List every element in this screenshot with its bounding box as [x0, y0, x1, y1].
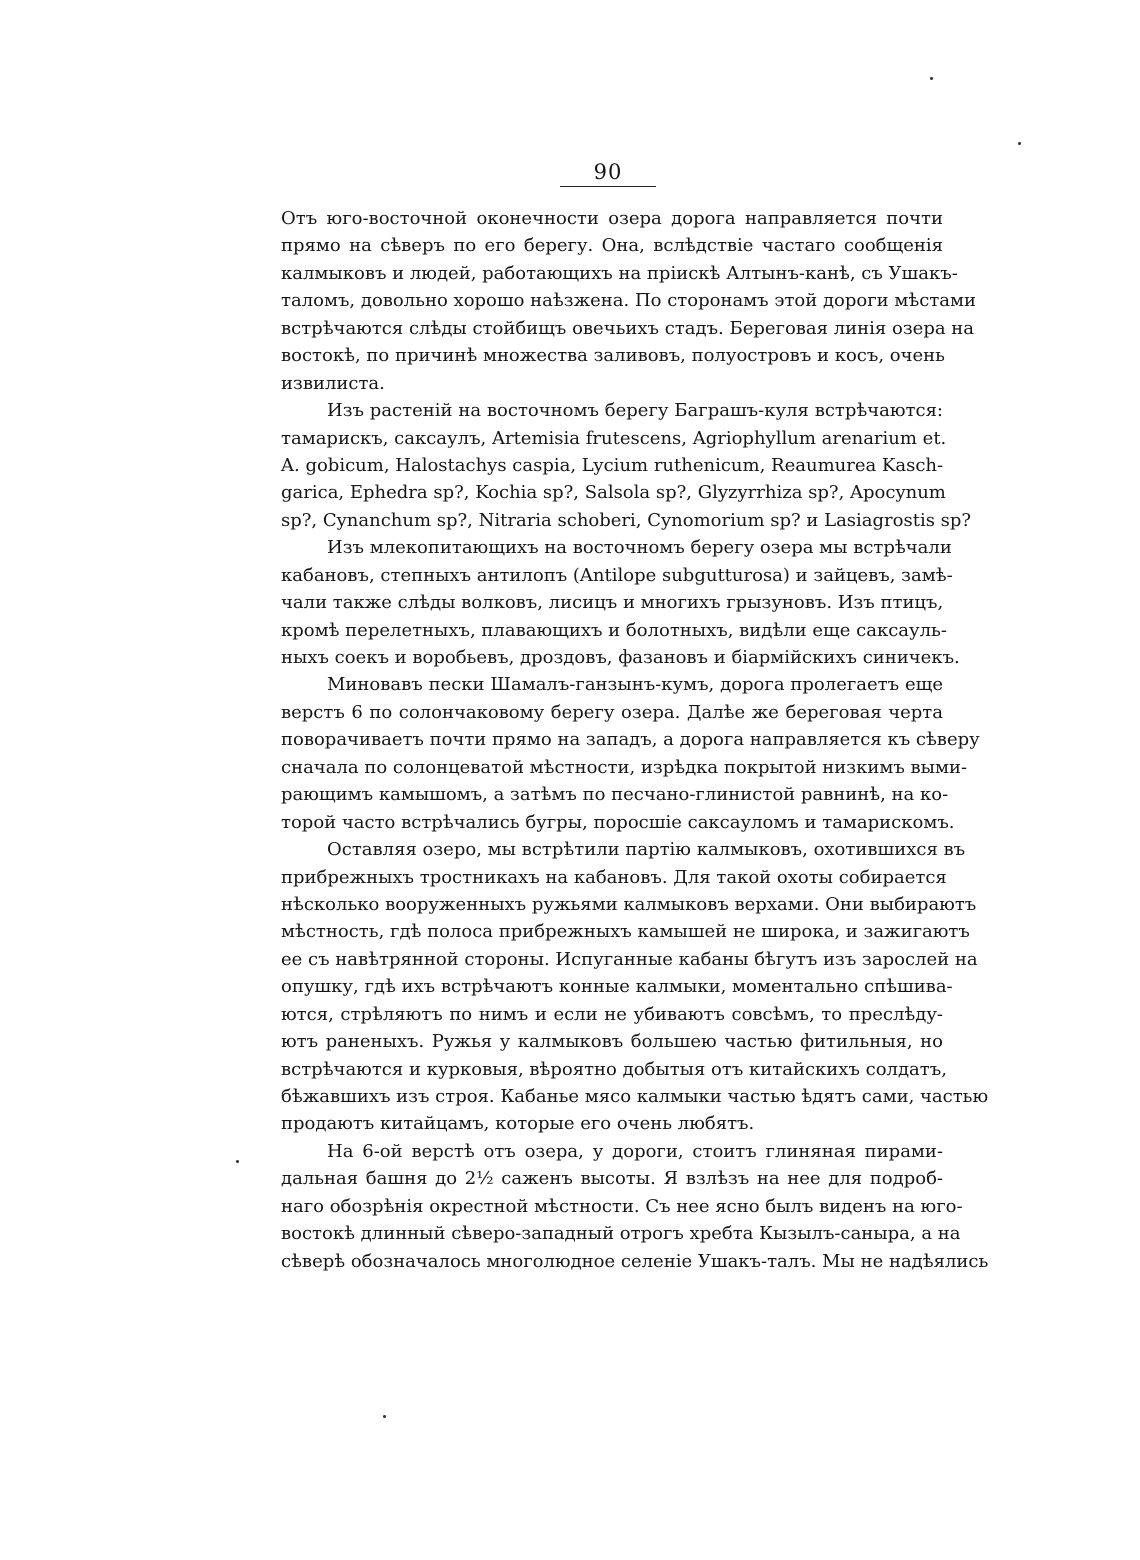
- text-line: прибрежныхъ тростникахъ на кабановъ. Для такой охоты собирается: [281, 866, 947, 888]
- text-line: sp?, Cynanchum sp?, Nitraria schoberi, Cynomorium sp? и Lasiagrostis sp?: [281, 509, 972, 531]
- paragraph: [281, 836, 989, 1138]
- text-line: сѣверѣ обозначалось многолюдное селеніе Ушакъ-талъ. Мы не надѣялись: [281, 1250, 989, 1272]
- text-line: Отъ юго-восточной оконечности озера дорога направляется почти: [281, 208, 943, 229]
- page-number-rule: [560, 186, 656, 187]
- text-line: калмыковъ и людей, работающихъ на пріискѣ Алтынъ-канѣ, съ Ушакъ-: [281, 262, 958, 284]
- text-line: рающимъ камышомъ, а затѣмъ по песчано-глинистой равнинѣ, на ко-: [281, 784, 949, 806]
- text-line: кромѣ перелетныхъ, плавающихъ и болотныхъ, видѣли еще саксауль-: [281, 619, 947, 641]
- paragraph: [281, 205, 977, 397]
- paragraph: [281, 534, 960, 671]
- text-line: мѣстность, гдѣ полоса прибрежныхъ камышей не широка, и зажигаютъ: [281, 921, 970, 943]
- text-line: кабановъ, степныхъ антилопъ (Antilope subgutturosa) и зайцевъ, замѣ-: [281, 564, 953, 586]
- text-line: востокѣ длинный сѣверо-западный отрогъ хребта Кызылъ-санырa, а на: [281, 1223, 961, 1245]
- text-line: тамарискъ, саксаулъ, Artemisia frutescens, Agriophyllum arenarium et.: [281, 427, 947, 449]
- text-line: верстъ 6 по солончаковому берегу озера. Далѣе же береговая черта: [281, 701, 943, 723]
- text-line: прямо на сѣверъ по его берегу. Она, вслѣдствіе частаго сообщенія: [281, 235, 943, 257]
- text-line: нѣсколько вооруженныхъ ружьями калмыковъ верхами. Они выбираютъ: [281, 893, 977, 915]
- text-line: ютъ раненыхъ. Ружья у калмыковъ большею частью фитильныя, но: [281, 1031, 943, 1053]
- scan-speck: [236, 1160, 239, 1163]
- text-line: A. gobicum, Halostachys caspia, Lycium ruthenicum, Reaumurea Kasch-: [281, 454, 944, 476]
- text-line: ныхъ соекъ и воробьевъ, дроздовъ, фазановъ и біармійскихъ синичекъ.: [281, 647, 960, 668]
- text-line: дальная башня до 2½ саженъ высоты. Я взлѣзъ на нее для подроб-: [281, 1168, 943, 1190]
- text-line: сначала по солонцеватой мѣстности, изрѣдка покрытой низкимъ выми-: [281, 756, 968, 778]
- scan-speck: [1018, 142, 1021, 145]
- scan-speck: [383, 1415, 386, 1418]
- text-line: таломъ, довольно хорошо наѣзжена. По сторонамъ этой дороги мѣстами: [281, 290, 977, 312]
- text-line: чали также слѣды волковъ, лисицъ и многихъ грызуновъ. Изъ птицъ,: [281, 592, 944, 614]
- text-line: извилиста.: [281, 372, 385, 394]
- text-line: бѣжавшихъ изъ строя. Кабанье мясо калмыки частью ѣдятъ сами, частью: [281, 1086, 989, 1107]
- text-line: ются, стрѣляютъ по нимъ и если не убиваютъ совсѣмъ, то преслѣду-: [281, 1003, 943, 1025]
- page-number: 90: [593, 160, 623, 184]
- text-line: ее съ навѣтрянной стороны. Испуганные кабаны бѣгутъ изъ зарослей на: [281, 948, 978, 970]
- text-line: наго обозрѣнія окрестной мѣстности. Съ нее ясно былъ виденъ на юго-: [281, 1195, 963, 1217]
- text-line: торой часто встрѣчались бугры, поросшіе саксауломъ и тамарискомъ.: [281, 811, 955, 833]
- body-text: [281, 205, 989, 1275]
- text-line: Миновавъ пески Шамалъ-ганзынъ-кумъ, дорога пролегаетъ еще: [327, 674, 943, 696]
- paragraph: [281, 671, 980, 836]
- text-line: garica, Ephedra sp?, Kochia sp?, Salsola sp?, Glyzyrrhiza sp?, Apocynum: [281, 482, 946, 504]
- text-line: востокѣ, по причинѣ множества заливовъ, полуостровъ и косъ, очень: [281, 345, 945, 367]
- paragraph: [281, 1138, 989, 1275]
- text-line: опушку, гдѣ ихъ встрѣчаютъ конные калмыки, моментально спѣшива-: [281, 976, 953, 998]
- text-line: На 6-ой верстѣ отъ озера, у дороги, стоитъ глиняная пирами-: [327, 1140, 943, 1162]
- text-line: продаютъ китайцамъ, которые его очень любятъ.: [281, 1113, 755, 1135]
- text-line: Изъ растеній на восточномъ берегу Баграшъ-куля встрѣчаются:: [327, 400, 943, 422]
- scan-speck: [930, 77, 933, 80]
- text-line: поворачиваетъ почти прямо на западъ, а дорога направляется къ сѣверу: [281, 729, 980, 751]
- text-line: Оставляя озеро, мы встрѣтили партію калмыковъ, охотившихся въ: [327, 839, 966, 861]
- text-line: встрѣчаются и курковыя, вѣроятно добытыя отъ китайскихъ солдатъ,: [281, 1058, 947, 1080]
- paragraph: [281, 397, 972, 534]
- text-line: Изъ млекопитающихъ на восточномъ берегу озера мы встрѣчали: [327, 537, 952, 559]
- text-line: встрѣчаются слѣды стойбищъ овечьихъ стадъ. Береговая линія озера на: [281, 317, 975, 339]
